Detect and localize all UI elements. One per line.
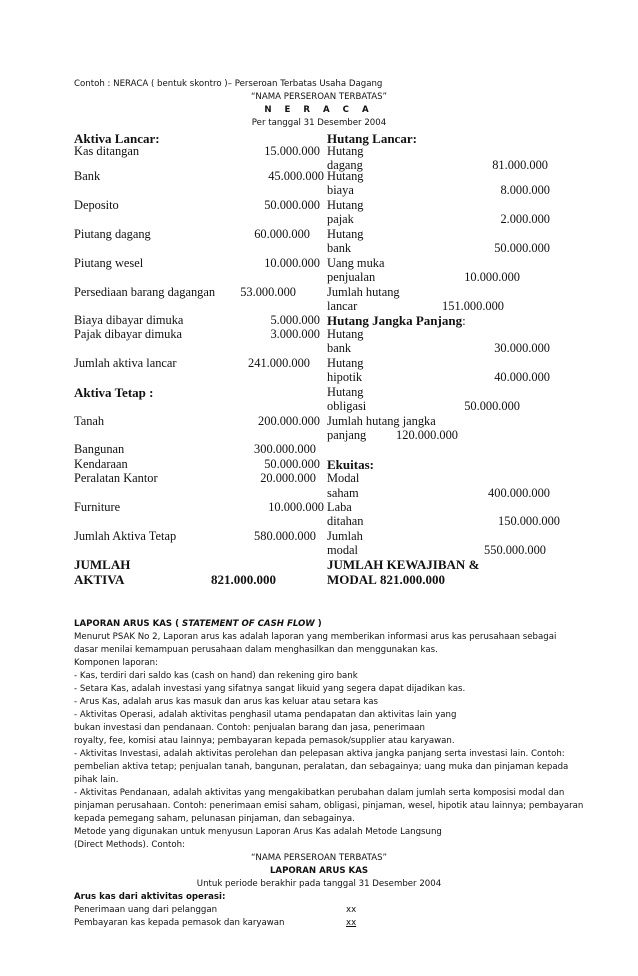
- modal-saham-label-2: saham: [327, 486, 359, 500]
- peralatan-value: 20.000.000: [260, 471, 316, 485]
- hutang-bank-jp-value: 30.000.000: [494, 341, 550, 355]
- ekuitas-title: Ekuitas:: [327, 457, 374, 472]
- bangunan-label: Bangunan: [74, 442, 125, 456]
- furniture-value: 10.000.000: [268, 500, 324, 514]
- arus-kas-heading-italic: STATEMENT OF CASH FLOW: [182, 619, 315, 629]
- jumlah-hutang-jp-label-2: panjang: [327, 428, 367, 442]
- jumlah-aktiva-lancar-label: Jumlah aktiva lancar: [74, 356, 177, 370]
- jumlah-aktiva-lancar-value: 241.000.000: [248, 356, 310, 370]
- aktiva-tetap-title: Aktiva Tetap :: [74, 385, 154, 400]
- peralatan-label: Peralatan Kantor: [74, 471, 158, 485]
- hutang-hipotik-label-1: Hutang: [327, 356, 364, 370]
- arus-kas-line: royalty, fee, komisi atau lainnya; pembayaran kepada pemasok/supplier atau karyawan.: [74, 736, 455, 746]
- hutang-biaya-label-2: biaya: [327, 183, 354, 197]
- jumlah-hutang-lancar-label-2: lancar: [327, 299, 358, 313]
- arus-kas-line: - Setara Kas, adalah investasi yang sifatnya sangat likuid yang segera dapat dijadikan kas.: [74, 684, 466, 694]
- hutang-dagang-label-1: Hutang: [327, 144, 364, 158]
- hutang-obligasi-label-1: Hutang: [327, 385, 364, 399]
- jumlah-aktiva-value: 821.000.000: [211, 572, 276, 587]
- hutang-bank-jp-label-1: Hutang: [327, 327, 364, 341]
- hutang-bank-label-1: Hutang: [327, 227, 364, 241]
- piutang-wesel-label: Piutang wesel: [74, 256, 144, 270]
- arus-kas-line: Menurut PSAK No 2, Laporan arus kas adalah laporan yang memberikan informasi arus kas perusahaan sebagai: [74, 632, 557, 642]
- arus-kas-operasi-title: Arus kas dari aktivitas operasi:: [74, 892, 226, 902]
- arus-kas-heading-prefix: LAPORAN ARUS KAS (: [74, 619, 183, 629]
- kas-label: Kas ditangan: [74, 144, 140, 158]
- hutang-bank-value: 50.000.000: [494, 241, 550, 255]
- arus-kas-company: “NAMA PERSEROAN TERBATAS”: [250, 853, 387, 863]
- hutang-bank-label-2: bank: [327, 241, 352, 255]
- pembayaran-value: xx: [346, 918, 357, 928]
- jumlah-hutang-jp-label-1: Jumlah hutang jangka: [327, 414, 436, 428]
- jumlah-hutang-lancar-value: 151.000.000: [442, 299, 504, 313]
- jumlah-kewajiban-label-2: MODAL: [327, 572, 377, 587]
- arus-kas-line: (Direct Methods). Contoh:: [74, 840, 186, 850]
- tanah-value: 200.000.000: [258, 414, 320, 428]
- deposito-label: Deposito: [74, 198, 119, 212]
- jumlah-modal-label-2: modal: [327, 543, 358, 557]
- hutang-dagang-label-2: dagang: [327, 158, 363, 172]
- arus-kas-heading-suffix: ): [314, 619, 322, 629]
- jumlah-kewajiban-label-1: JUMLAH KEWAJIBAN &: [327, 557, 480, 572]
- laba-ditahan-value: 150.000.000: [498, 514, 560, 528]
- jumlah-aktiva-tetap-label: Jumlah Aktiva Tetap: [74, 529, 177, 543]
- biaya-dibayar-label: Biaya dibayar dimuka: [74, 313, 184, 327]
- uang-muka-value: 10.000.000: [464, 270, 520, 284]
- arus-kas-line: - Arus Kas, adalah arus kas masuk dan arus kas keluar atau setara kas: [74, 697, 378, 707]
- jumlah-hutang-lancar-label-1: Jumlah hutang: [327, 285, 400, 299]
- arus-kas-line: - Kas, terdiri dari saldo kas (cash on hand) dan rekening giro bank: [74, 671, 358, 681]
- pembayaran-label: Pembayaran kas kepada pemasok dan karyawan: [74, 918, 285, 928]
- hutang-dagang-value: 81.000.000: [492, 158, 548, 172]
- pajak-dibayar-label: Pajak dibayar dimuka: [74, 327, 183, 341]
- bank-label: Bank: [74, 169, 101, 183]
- arus-kas-line: pihak lain.: [74, 775, 119, 785]
- hutang-jp-heading: [327, 314, 466, 327]
- hutang-jp-colon: :: [462, 313, 466, 328]
- hutang-biaya-value: 8.000.000: [500, 183, 550, 197]
- pajak-dibayar-value: 3.000.000: [270, 327, 320, 341]
- uang-muka-label-2: penjualan: [327, 270, 376, 284]
- arus-kas-line: Komponen laporan:: [74, 658, 158, 668]
- piutang-dagang-value: 60.000.000: [254, 227, 310, 241]
- hutang-pajak-label-2: pajak: [327, 212, 354, 226]
- biaya-dibayar-value: 5.000.000: [270, 313, 320, 327]
- modal-saham-label-1: Modal: [327, 471, 360, 485]
- hutang-obligasi-value: 50.000.000: [464, 399, 520, 413]
- aktiva-lancar-title: Aktiva Lancar:: [74, 131, 160, 146]
- hutang-hipotik-value: 40.000.000: [494, 370, 550, 384]
- arus-kas-line: bukan investasi dan pendanaan. Contoh: penjualan barang dan jasa, penerimaan: [74, 723, 425, 733]
- arus-kas-heading: [74, 620, 322, 629]
- neraca-title: N E R A C A: [264, 105, 374, 115]
- arus-kas-line: - Aktivitas Pendanaan, adalah aktivitas yang mengakibatkan perubahan dalam jumlah serta komposisi modal dan: [74, 788, 565, 798]
- bank-value: 45.000.000: [268, 169, 324, 183]
- penerimaan-label: Penerimaan uang dari pelanggan: [74, 905, 218, 915]
- jumlah-hutang-jp-value: 120.000.000: [396, 428, 458, 442]
- hutang-bank-jp-label-2: bank: [327, 341, 352, 355]
- jumlah-aktiva-label-1: JUMLAH: [74, 557, 131, 572]
- laba-ditahan-label-2: ditahan: [327, 514, 364, 528]
- hutang-biaya-label-1: Hutang: [327, 169, 364, 183]
- arus-kas-title: LAPORAN ARUS KAS: [269, 866, 369, 876]
- uang-muka-label-1: Uang muka: [327, 256, 385, 270]
- bangunan-value: 300.000.000: [254, 442, 316, 456]
- arus-kas-period: Untuk periode berakhir pada tanggal 31 Desember 2004: [196, 879, 442, 889]
- jumlah-modal-value: 550.000.000: [484, 543, 546, 557]
- persediaan-label: Persediaan barang dagangan: [74, 285, 216, 299]
- penerimaan-value: xx: [346, 905, 357, 915]
- arus-kas-line: kepada pemegang saham, pelunasan pinjaman, dan sebagainya.: [74, 814, 355, 824]
- kendaraan-value: 50.000.000: [264, 457, 320, 471]
- arus-kas-line: - Aktivitas Investasi, adalah aktivitas perolehan dan pelepasan aktiva jangka panjang serta investasi lain. Contoh:: [74, 749, 565, 759]
- kendaraan-label: Kendaraan: [74, 457, 128, 471]
- hutang-jp-title: Hutang Jangka Panjang: [327, 313, 463, 328]
- laba-ditahan-label-1: Laba: [327, 500, 352, 514]
- neraca-date: Per tanggal 31 Desember 2004: [251, 118, 387, 128]
- hutang-pajak-value: 2.000.000: [500, 212, 550, 226]
- intro-text: Contoh : NERACA ( bentuk skontro )– Perseroan Terbatas Usaha Dagang: [74, 79, 383, 89]
- hutang-pajak-label-1: Hutang: [327, 198, 364, 212]
- jumlah-aktiva-label-2: AKTIVA: [74, 572, 125, 587]
- jumlah-kewajiban-value: 821.000.000: [380, 572, 445, 587]
- arus-kas-line: pinjaman perusahaan. Contoh: penerimaan emisi saham, obligasi, pinjaman, wesel, hipotik atau lainnya; pembayaran: [74, 801, 584, 811]
- hutang-lancar-title: Hutang Lancar:: [327, 131, 417, 146]
- deposito-value: 50.000.000: [264, 198, 320, 212]
- tanah-label: Tanah: [74, 414, 105, 428]
- jumlah-modal-label-1: Jumlah: [327, 529, 363, 543]
- company-name: “NAMA PERSEROAN TERBATAS”: [250, 92, 387, 102]
- arus-kas-line: pembelian aktiva tetap; penjualan tanah, bangunan, peralatan, dan sebagainya; uang muka dan pinjaman kepada: [74, 762, 569, 772]
- furniture-label: Furniture: [74, 500, 121, 514]
- modal-saham-value: 400.000.000: [488, 486, 550, 500]
- persediaan-value: 53.000.000: [240, 285, 296, 299]
- hutang-obligasi-label-2: obligasi: [327, 399, 367, 413]
- arus-kas-line: Metode yang digunakan untuk menyusun Laporan Arus Kas adalah Metode Langsung: [74, 827, 442, 837]
- arus-kas-line: dasar menilai kemampuan perusahaan dalam menghasilkan dan menggunakan kas.: [74, 645, 438, 655]
- kas-value: 15.000.000: [264, 144, 320, 158]
- piutang-wesel-value: 10.000.000: [264, 256, 320, 270]
- hutang-hipotik-label-2: hipotik: [327, 370, 363, 384]
- arus-kas-line: - Aktivitas Operasi, adalah aktivitas penghasil utama pendapatan dan aktivitas lain yang: [74, 710, 457, 720]
- jumlah-aktiva-tetap-value: 580.000.000: [254, 529, 316, 543]
- piutang-dagang-label: Piutang dagang: [74, 227, 151, 241]
